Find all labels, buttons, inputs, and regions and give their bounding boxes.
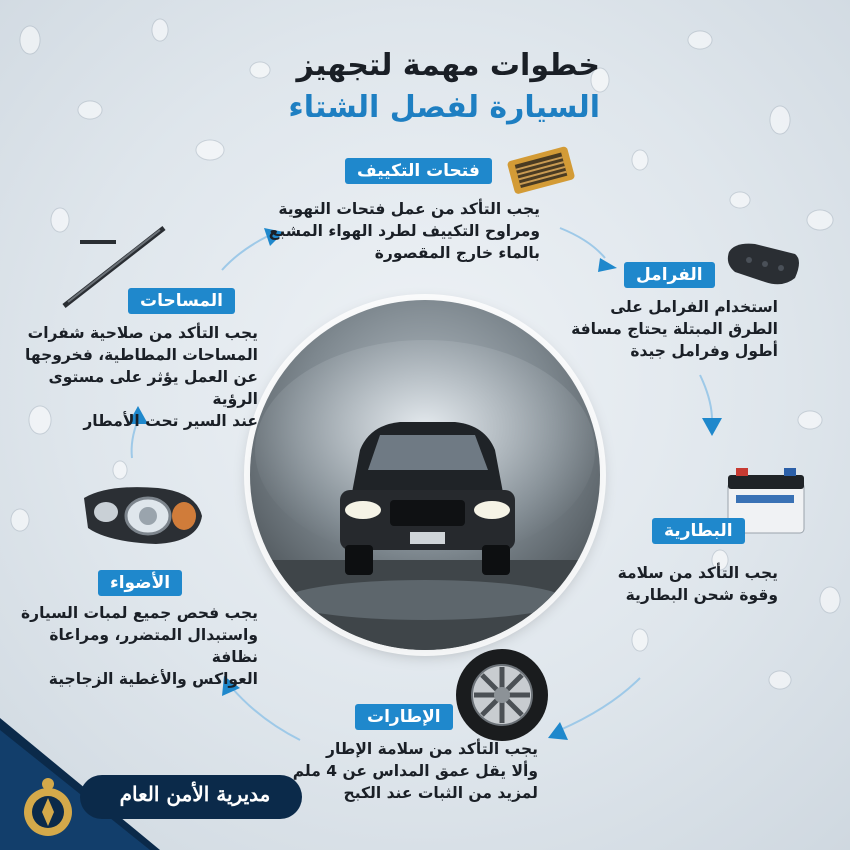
brake-pad-icon — [725, 238, 803, 290]
brakes-line: أطول وفرامل جيدة — [630, 342, 778, 360]
wipers-line: يجب التأكد من صلاحية شفرات — [27, 324, 258, 342]
lights-line: العواكس والأغطية الزجاجية — [48, 670, 258, 688]
lights-text — [8, 602, 258, 690]
arrow-head-2 — [702, 418, 722, 436]
ac-vents-text — [240, 198, 540, 264]
badge-battery: البطارية — [652, 518, 745, 544]
ac-vents-line: يجب التأكد من عمل فتحات التهوية — [278, 200, 540, 218]
badge-brakes: الفرامل — [624, 262, 715, 288]
footer-logo-text: مديرية الأمن العام — [119, 782, 271, 806]
tires-line: لمزيد من الثبات عند الكبح — [343, 784, 538, 802]
battery-line: وقوة شحن البطارية — [625, 586, 778, 604]
arrow-head-1 — [598, 258, 617, 272]
footer-logo-bar — [0, 700, 850, 850]
brakes-line: استخدام الفرامل على — [610, 298, 778, 316]
ac-vents-line: ومراوح التكييف لطرد الهواء المشبع — [268, 222, 540, 240]
badge-tires: الإطارات — [355, 704, 453, 730]
page-title-line1: خطوات مهمة لتجهيز — [296, 48, 600, 83]
brakes-text — [528, 296, 778, 362]
ac-vent-icon — [502, 145, 582, 195]
wipers-line: المساحات المطاطية، فخروجها — [25, 346, 258, 364]
badge-wipers: المساحات — [128, 288, 235, 314]
battery-line: يجب التأكد من سلامة — [617, 564, 778, 582]
badge-ac-vents: فتحات التكييف — [345, 158, 492, 184]
battery-text — [538, 562, 778, 606]
ac-vents-line: بالماء خارج المقصورة — [374, 244, 540, 262]
badge-lights: الأضواء — [98, 570, 182, 596]
wipers-line: عن العمل يؤثر على مستوى الرؤية — [48, 368, 258, 408]
wipers-text — [0, 322, 258, 432]
lights-line: واستبدال المتضرر، ومراعاة نظافة — [49, 626, 258, 666]
tires-line: وألا يقل عمق المداس عن 4 ملم — [292, 762, 538, 780]
lights-line: يجب فحص جميع لمبات السيارة — [21, 604, 258, 622]
page-title-line2: السيارة لفصل الشتاء — [288, 90, 600, 125]
wipers-line: عند السير تحت الأمطار — [83, 412, 258, 430]
headlight-icon — [78, 478, 208, 553]
brakes-line: الطرق المبتلة يحتاج مسافة — [571, 320, 778, 338]
tires-line: يجب التأكد من سلامة الإطار — [326, 740, 538, 758]
